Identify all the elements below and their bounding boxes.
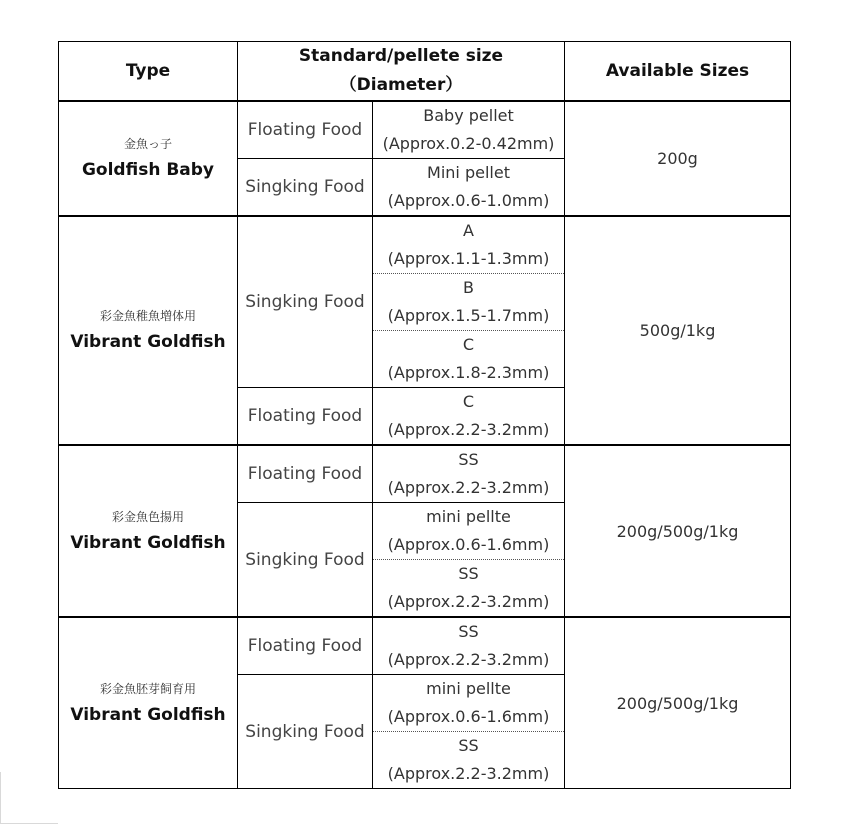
type-english-name: Vibrant Goldfish [70, 704, 226, 725]
table-row [59, 101, 791, 159]
type-english-name: Vibrant Goldfish [70, 332, 226, 352]
food-form-cell: Singking Food [238, 675, 373, 789]
header-row [59, 42, 791, 102]
header-available-sizes: Available Sizes [565, 42, 791, 102]
table-row [59, 617, 791, 675]
header-type: Type [59, 42, 238, 102]
available-sizes-cell: 200g/500g/1kg [565, 445, 791, 617]
pellet-size-cell: A (Approx.1.1-1.3mm) [373, 216, 565, 274]
pellet-size-cell: mini pellte (Approx.0.6-1.6mm) [373, 503, 565, 560]
type-japanese-name: 彩金魚色揚用 [111, 509, 184, 524]
pellet-size-cell: SS (Approx.2.2-3.2mm) [373, 445, 565, 503]
type-japanese-name: 金魚っ子 [123, 137, 172, 151]
type-cell [59, 101, 238, 216]
food-form-cell: Floating Food [238, 445, 373, 503]
pellet-size-cell: SS (Approx.2.2-3.2mm) [373, 732, 565, 789]
type-english-name: Vibrant Goldfish [70, 532, 226, 553]
available-sizes-cell: 500g/1kg [565, 216, 791, 445]
pellet-size-cell: mini pellte (Approx.0.6-1.6mm) [373, 675, 565, 732]
pellet-size-cell: B (Approx.1.5-1.7mm) [373, 274, 565, 331]
food-form-cell: Floating Food [238, 617, 373, 675]
pellet-size-cell: Baby pellet (Approx.0.2-0.42mm) [373, 101, 565, 159]
pellet-size-cell: SS (Approx.2.2-3.2mm) [373, 617, 565, 675]
pellet-size-cell: C (Approx.2.2-3.2mm) [373, 388, 565, 446]
pellet-size-cell: SS (Approx.2.2-3.2mm) [373, 560, 565, 618]
header-pellet-size: Standard/pellete size （Diameter） [238, 42, 565, 102]
food-form-cell: Floating Food [238, 101, 373, 159]
pellet-size-cell: C (Approx.1.8-2.3mm) [373, 331, 565, 388]
type-english-name: Goldfish Baby [81, 160, 215, 180]
type-cell [59, 216, 238, 445]
food-form-cell: Singking Food [238, 159, 373, 217]
available-sizes-cell: 200g [565, 101, 791, 216]
available-sizes-cell: 200g/500g/1kg [565, 617, 791, 789]
page-corner-border [0, 772, 58, 824]
type-cell [59, 445, 238, 617]
feed-size-table [58, 41, 791, 789]
table-row [59, 445, 791, 503]
type-cell [59, 617, 238, 789]
table-row [59, 216, 791, 274]
food-form-cell: Floating Food [238, 388, 373, 446]
food-form-cell: Singking Food [238, 216, 373, 388]
type-japanese-name: 彩金魚胚芽飼育用 [99, 681, 196, 696]
type-japanese-name: 彩金魚稚魚増体用 [99, 309, 196, 323]
food-form-cell: Singking Food [238, 503, 373, 618]
pellet-size-cell: Mini pellet (Approx.0.6-1.0mm) [373, 159, 565, 217]
